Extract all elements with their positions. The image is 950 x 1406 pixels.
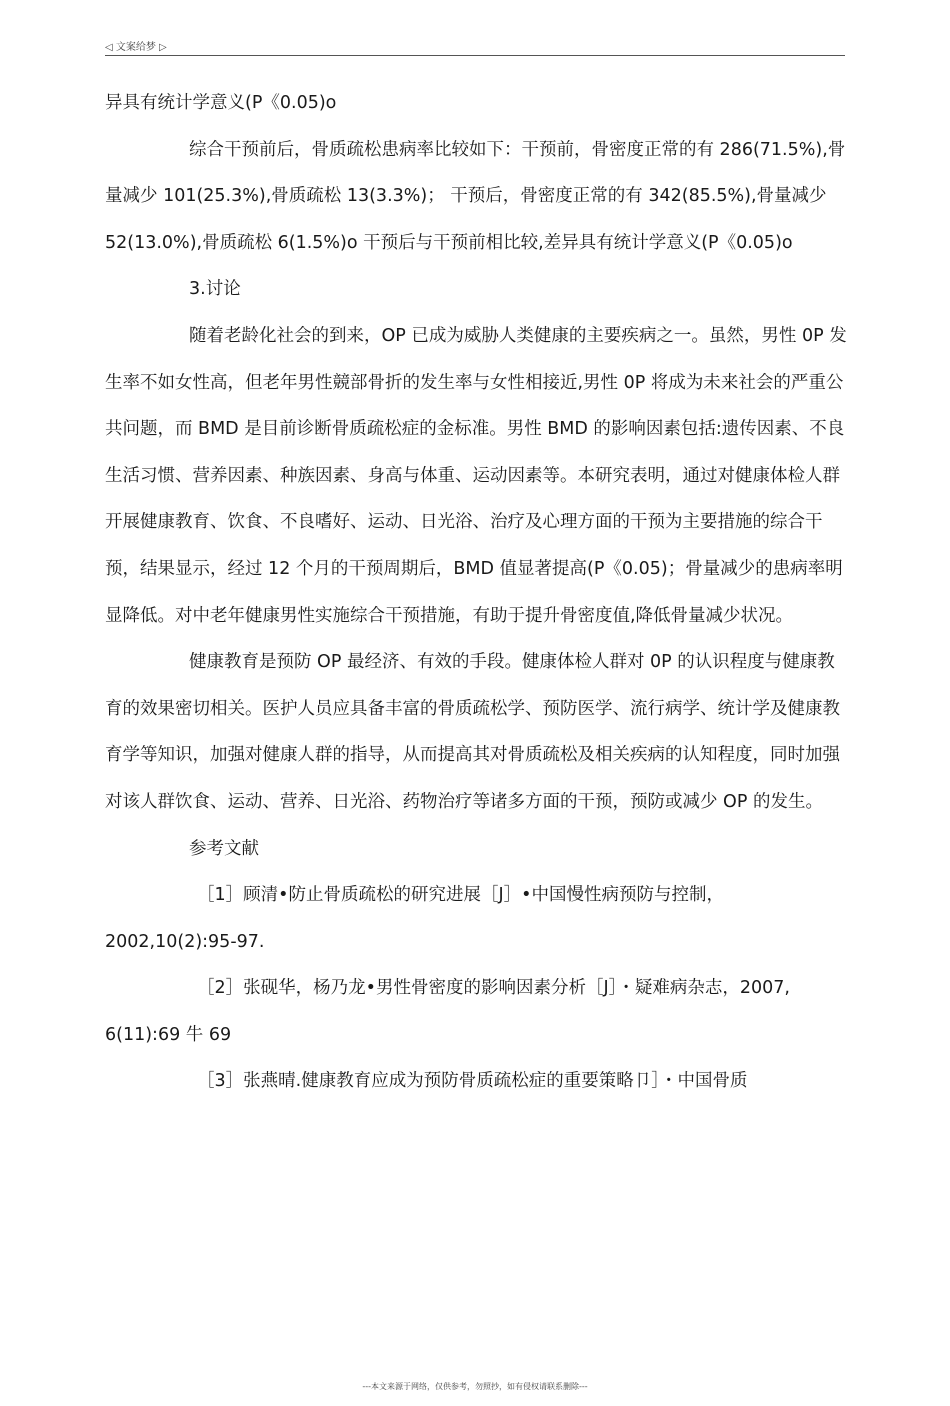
page-header: ◁ 文案给梦 ▷ — [105, 42, 167, 53]
paragraph-prevalence-comparison: 综合干预前后，骨质疏松患病率比较如下：干预前，骨密度正常的有 286(71.5%),骨量减少 101(25.3%),骨质疏松 13(3.3%)； 干预后，骨密度正常的有 342(85.5%),骨量减少 52(13.0%),骨质疏松 6(1.5%)o 干预后与干预前相比较,差异具有统计学意义(P《0.05)o — [105, 139, 846, 253]
header-divider — [105, 55, 845, 56]
reference-2: ［2］张砚华，杨乃龙•男性骨密度的影响因素分析［J］・疑难病杂志，2007, — [197, 978, 790, 999]
document-body — [105, 80, 847, 1105]
paragraph-significance-end: 异具有统计学意义(P《0.05)o — [105, 93, 337, 113]
section-heading-discussion: 3.讨论 — [189, 279, 241, 300]
reference-2-continued: 6(11):69 牛 69 — [105, 1024, 232, 1045]
reference-3: ［3］张燕晴.健康教育应成为预防骨质疏松症的重要策略卩］・中国骨质 — [197, 1071, 748, 1092]
reference-1: ［1］顾清•防止骨质疏松的研究进展［J］•中国慢性病预防与控制，2002,10(2):95-97. — [105, 885, 724, 952]
paragraph-discussion-aging: 随着老龄化社会的到来，OP 已成为威胁人类健康的主要疾病之一。虽然，男性 0P 发生率不如女性高，但老年男性競部骨折的发生率与女性相接近,男性 0P 将成为未来社会的严重公共问题，而 BMD 是目前诊断骨质疏松症的金标准。男性 BMD 的影响因素包括:遗传因素、不良生活习惯、营养因素、种族因素、身高与体重、运动因素等。本研究表明，通过对健康体检人群开展健康教育、饮食、不良嗜好、运动、日光浴、治疗及心理方面的干预为主要措施的综合干预，结果显示，经过 12 个月的干预周期后，BMD 值显著提高(P《0.05)；骨量减少的患病率明显降低。对中老年健康男性实施综合干预措施，有助于提升骨密度值,降低骨量减少状况。 — [105, 325, 847, 626]
paragraph-health-education: 健康教育是预防 OP 最经济、有效的手段。健康体检人群对 0P 的认识程度与健康教育的效果密切相关。医护人员应具备丰富的骨质疏松学、预防医学、流行病学、统计学及健康教育学等知识，加强对健康人群的指导，从而提高其对骨质疏松及相关疾病的认知程度，同时加强对该人群饮食、运动、营养、日光浴、药物治疗等诸多方面的干预，预防或减少 OP 的发生。 — [105, 652, 840, 812]
references-heading: 参考文献 — [189, 838, 259, 859]
page-footer: ---本文来源于网络，仅供参考，勿照抄，如有侵权请联系删除--- — [362, 1382, 588, 1391]
